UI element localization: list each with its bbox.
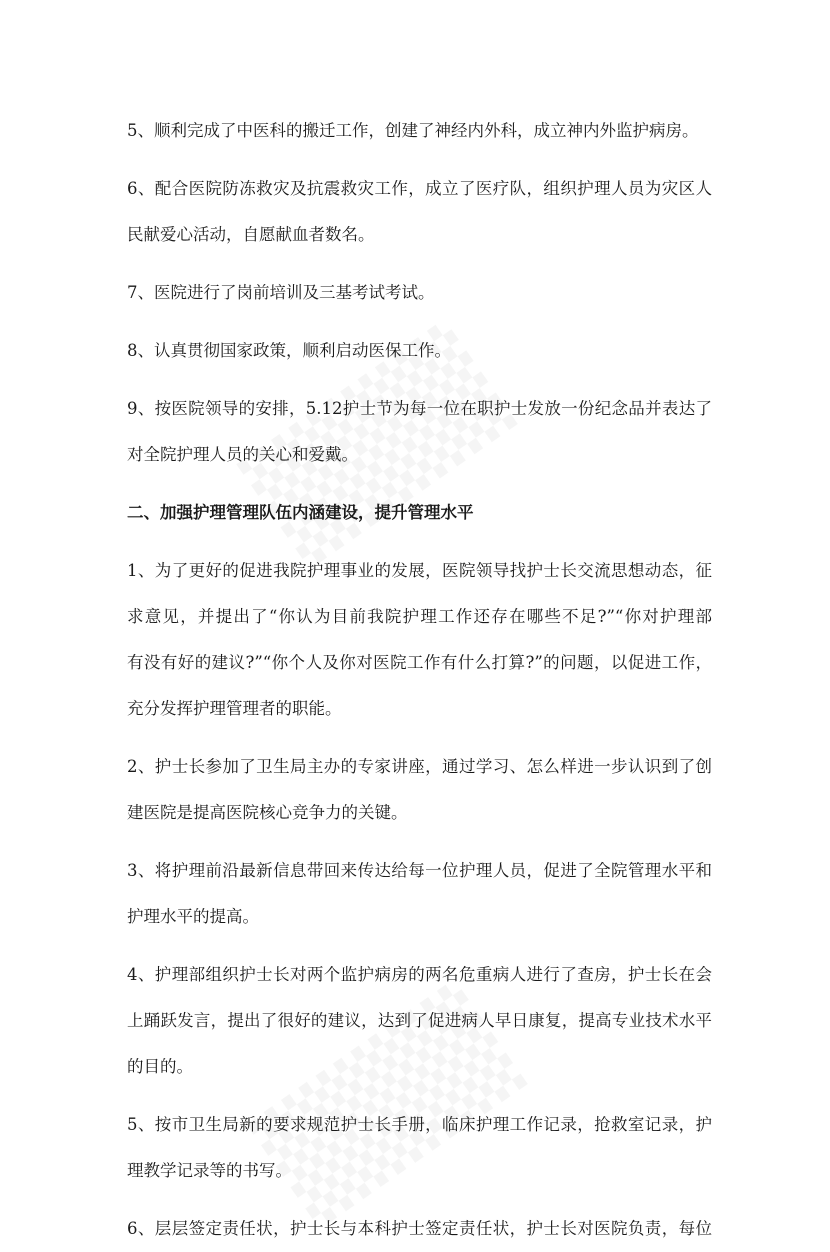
text-line: 1、为了更好的促进我院护理事业的发展，医院领导找护士长交流思想动态，征 [127, 561, 712, 580]
text-line: 5、按市卫生局新的要求规范护士长手册，临床护理工作记录，抢救室记录，护 [127, 1115, 712, 1134]
text-line: 建医院是提高医院核心竞争力的关键。 [127, 803, 408, 822]
paragraph-gap [127, 154, 712, 166]
text-line: 上踊跃发言，提出了很好的建议，达到了促进病人早日康复，提高专业技术水平 [127, 1011, 712, 1030]
text-line: 6、层层签定责任状，护士长与本科护士签定责任状，护士长对医院负责，每位 [127, 1219, 712, 1238]
paragraph-gap [127, 536, 712, 548]
text-line: 8、认真贯彻国家政策，顺利启动医保工作。 [127, 341, 451, 360]
document-body [127, 108, 712, 1252]
text-line: 的目的。 [127, 1057, 193, 1076]
section-heading: 二、加强护理管理队伍内涵建设，提升管理水平 [127, 503, 474, 522]
text-line: 有没有好的建议?”“你个人及你对医院工作有什么打算?”的问题，以促进工作， [127, 653, 712, 672]
text-line: 民献爱心活动，自愿献血者数名。 [127, 225, 375, 244]
text-line: 7、医院进行了岗前培训及三基考试考试。 [127, 283, 435, 302]
text-line: 6、配合医院防冻救灾及抗震救灾工作，成立了医疗队，组织护理人员为灾区人 [127, 179, 712, 198]
paragraph-gap [127, 836, 712, 848]
text-line: 5、顺利完成了中医科的搬迁工作，创建了神经内外科，成立神内外监护病房。 [127, 121, 699, 140]
text-line: 求意见，并提出了“你认为目前我院护理工作还存在哪些不足?”“你对护理部 [127, 607, 712, 626]
text-line: 对全院护理人员的关心和爱戴。 [127, 445, 358, 464]
text-line: 4、护理部组织护士长对两个监护病房的两名危重病人进行了查房，护士长在会 [127, 965, 712, 984]
paragraph-gap [127, 478, 712, 490]
paragraph-gap [127, 940, 712, 952]
paragraph-gap [127, 258, 712, 270]
text-line: 护理水平的提高。 [127, 907, 259, 926]
paragraph-gap [127, 316, 712, 328]
paragraph-gap [127, 1194, 712, 1206]
text-line: 充分发挥护理管理者的职能。 [127, 699, 342, 718]
paragraph-gap [127, 732, 712, 744]
text-line: 9、按医院领导的安排，5.12护士节为每一位在职护士发放一份纪念品并表达了 [127, 399, 712, 418]
text-line: 理教学记录等的书写。 [127, 1161, 292, 1180]
text-line: 3、将护理前沿最新信息带回来传达给每一位护理人员，促进了全院管理水平和 [127, 861, 712, 880]
text-line: 2、护士长参加了卫生局主办的专家讲座，通过学习、怎么样进一步认识到了创 [127, 757, 712, 776]
paragraph-gap [127, 374, 712, 386]
paragraph-gap [127, 1090, 712, 1102]
